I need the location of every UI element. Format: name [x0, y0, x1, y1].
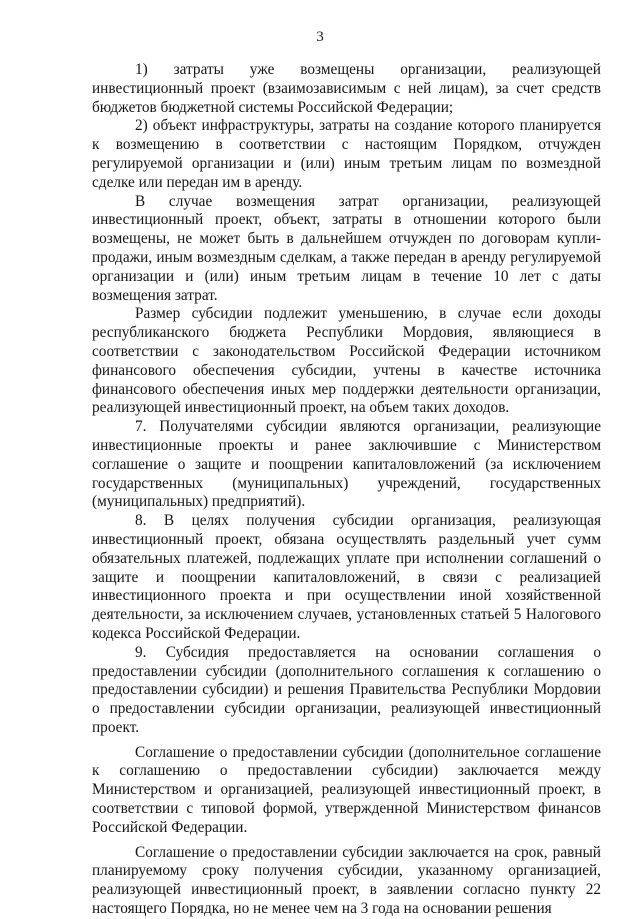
paragraph-subsidy-reduction: Размер субсидии подлежит уменьшению, в случае если доходы республиканского бюджета Республики Мордовия, являющиеся в соответствии с законодательством Российской Федерации источником финансового обеспечения субсидии, учтены в качестве источника финансового обеспечения иных мер поддержки деятельности организации, реализующей инвестиционный проект, на объем таких доходов. [92, 305, 601, 417]
paragraph-section-7: 7. Получателями субсидии являются организации, реализующие инвестиционные проекты и ранее заключившие с Министерством соглашение о защите и поощрении капиталовложений (за исключением государственных (муниципальных) учреждений, государственных (муниципальных) предприятий). [92, 418, 601, 511]
page-number: 3 [316, 29, 324, 45]
paragraph-section-9: 9. Субсидия предоставляется на основании соглашения о предоставлении субсидии (дополнительного соглашения к соглашению о предоставлении субсидии) и решения Правительства Республики Мордовии о предоставлении субсидии организации, реализующей инвестиционный проект. [92, 643, 601, 736]
paragraph-agreement-term: Соглашение о предоставлении субсидии заключается на срок, равный планируемому сроку получения субсидии, указанному организацией, реализующей инвестиционный проект, в заявлении согласно пункту 22 настоящего Порядка, но не менее чем на 3 года на основании решения [92, 843, 601, 918]
paragraph-section-8: 8. В целях получения субсидии организация, реализующая инвестиционный проект, обязана осуществлять раздельный учет сумм обязательных платежей, подлежащих уплате при исполнении соглашений о защите и поощрении капиталовложений, в связи с реализацией инвестиционного проекта и при осуществлении иной хозяйственной деятельности, за исключением случаев, установленных статьей 5 Налогового кодекса Российской Федерации. [92, 512, 601, 642]
paragraph-agreement-form: Соглашение о предоставлении субсидии (дополнительное соглашение к соглашению о предоставлении субсидии) заключается между Министерством и организацией, реализующей инвестиционный проект, в соответствии с типовой формой, утвержденной Министерством финансов Российской Федерации. [92, 743, 601, 836]
paragraph-item-2: 2) объект инфраструктуры, затраты на создание которого планируется к возмещению в соответствии с настоящим Порядком, отчужден регулируемой организации и (или) иным третьим лицам по возмездной сделке или передан им в аренду. [92, 117, 601, 191]
paragraph-item-1: 1) затраты уже возмещены организации, реализующей инвестиционный проект (взаимозависимым с ней лицам), за счет средств бюджетов бюджетной системы Российской Федерации; [92, 61, 601, 116]
document-body [92, 61, 601, 919]
paragraph-refund-restriction: В случае возмещения затрат организации, реализующей инвестиционный проект, объект, затраты в отношении которого были возмещены, не может быть в дальнейшем отчужден по договорам купли-продажи, иным возмездным сделкам, а также передан в аренду регулируемой организации и (или) иным третьим лицам в течение 10 лет с даты возмещения затрат. [92, 192, 601, 304]
